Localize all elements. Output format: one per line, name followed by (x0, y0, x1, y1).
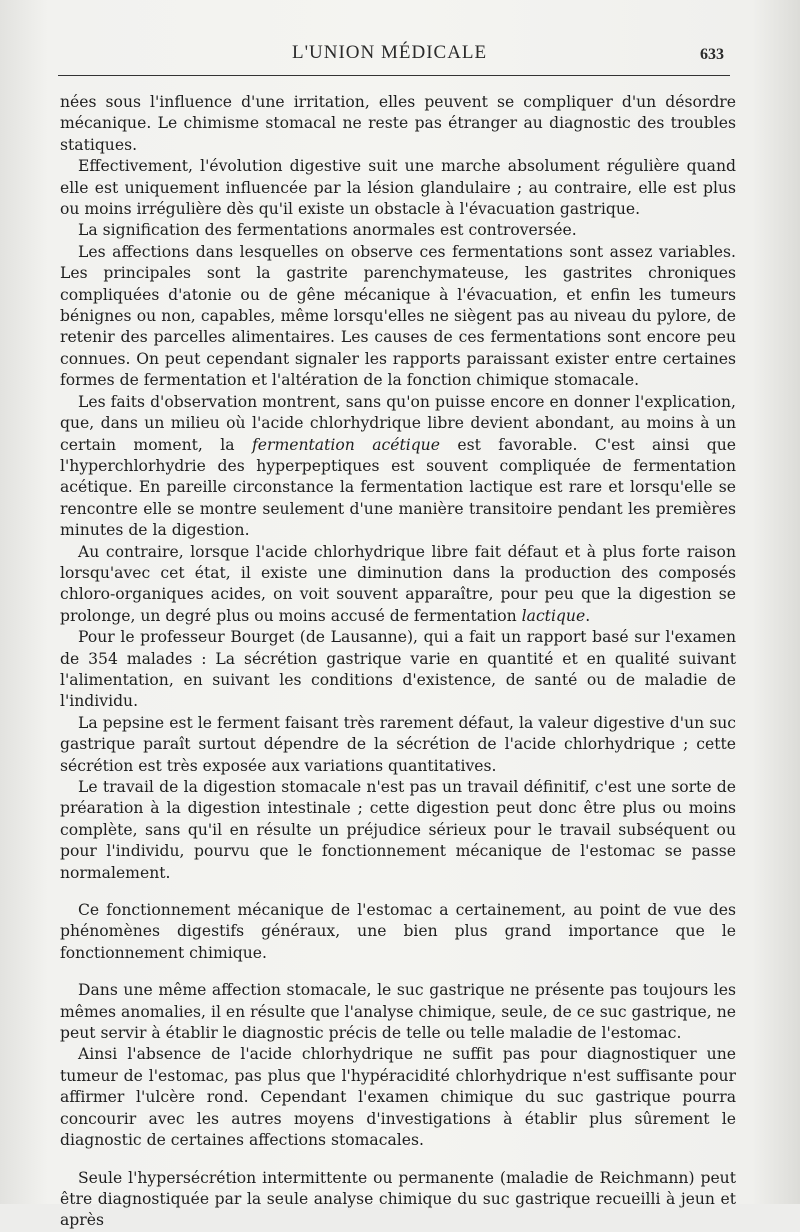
paragraph: Le travail de la digestion stomacale n'est pas un travail définitif, c'est une sorte de préaration à la digestion intestinale ; cette digestion peut donc être plus ou moins complète, sans qu'il en résulte un préjudice sérieux pour le travail subséquent ou pour l'individu, pourvu que le fonctionnement mécanique de l'estomac se passe normalement. (60, 778, 736, 882)
paragraph: La pepsine est le ferment faisant très rarement défaut, la valeur digestive d'un suc gastrique paraît surtout dépendre de la sécrétion de l'acide chlorhydrique ; cette sécrétion est très exposée aux variations quantitatives. (60, 713, 736, 775)
page-header (0, 42, 800, 72)
article-body (60, 92, 736, 1232)
header-rule (58, 75, 730, 76)
paragraph: Dans une même affection stomacale, le suc gastrique ne présente pas toujours les mêmes anomalies, il en résulte que l'analyse chimique, seule, de ce suc gastrique, ne peut servir à établir le diagnostic précis de telle ou telle maladie de l'estomac. (60, 981, 736, 1043)
paragraph-text: Les faits d'observation montrent, sans qu'on puisse encore en donner l'explication, que, dans un milieu où l'acide chlorhydrique libre devient abondant, au moins à un certain moment, la (60, 392, 736, 454)
paragraph: Les affections dans lesquelles on observe ces fermentations sont assez variables. Les principales sont la gastrite parenchymateuse, les gastrites chroniques compliquées d'atonie ou de gêne mécanique à l'évacuation, et enfin les tumeurs bénignes ou non, capables, même lorsqu'elles ne siègent pas au niveau du pylore, de retenir des parcelles alimentaires. Les causes de ces fermentations sont encore peu connues. On peut cependant signaler les rapports paraissant exister entre certaines formes de fermentation et l'altération de la fonction chimique stomacale. (60, 242, 736, 390)
paragraph: Ce fonctionnement mécanique de l'estomac a certainement, au point de vue des phénomènes digestifs généraux, une bien plus grand importance que le fonctionnement chimique. (60, 901, 736, 962)
paragraph: Pour le professeur Bourget (de Lausanne), qui a fait un rapport basé sur l'examen de 354 malades : La sécrétion gastrique varie en quantité et en qualité suivant l'alimentation, en suivant les conditions d'existence, de santé ou de maladie de l'individu. (60, 628, 736, 711)
page-number: 633 (700, 46, 724, 63)
paragraph (60, 392, 736, 542)
italic-term: lactique (521, 606, 586, 625)
paragraph-text: . (585, 606, 591, 625)
paragraph: Ainsi l'absence de l'acide chlorhydrique ne suffit pas pour diagnostiquer une tumeur de l'estomac, pas plus que l'hypéracidité chlorhydrique n'est suffisante pour affirmer l'ulcère rond. Cependant l'examen chimique du suc gastrique pourra concourir avec les autres moyens d'investigations à établir plus sûrement le diagnostic de certaines affections stomacales. (60, 1045, 736, 1150)
paragraph: La signification des fermentations anormales est controversée. (78, 221, 577, 240)
paragraph (60, 542, 736, 628)
italic-term: fermentation acétique (252, 435, 440, 454)
paragraph: Seule l'hypersécrétion intermittente ou permanente (maladie de Reichmann) peut être diagnostiquée par la seule analyse chimique du suc gastrique recueilli à jeun et après (60, 1168, 736, 1230)
running-title: L'UNION MÉDICALE (292, 42, 488, 63)
paragraph: Effectivement, l'évolution digestive suit une marche absolument régulière quand elle est uniquement influencée par la lésion glandulaire ; au contraire, elle est plus ou moins irrégulière dès qu'il existe un obstacle à l'évacuation gastrique. (60, 157, 736, 219)
paragraph-text: est favorable. C'est ainsi que l'hyperchlorhydrie des hyperpeptiques est souvent compliquée de fermentation acétique. En pareille circonstance la fermentation lactique est rare et lorsqu'elle se rencontre elle se montre seulement d'une manière transitoire pendant les premières minutes de la digestion. (60, 435, 737, 540)
paragraph: nées sous l'influence d'une irritation, elles peuvent se compliquer d'un désordre mécanique. Le chimisme stomacal ne reste pas étranger au diagnostic des troubles statiques. (60, 93, 736, 154)
paragraph-text: Au contraire, lorsque l'acide chlorhydrique libre fait défaut et à plus forte raison lorsqu'avec cet état, il existe une diminution dans la production des composés chloro-organiques acides, on voit souvent apparaître, pour peu que la digestion se prolonge, un degré plus ou moins accusé de fermentation (60, 542, 736, 625)
